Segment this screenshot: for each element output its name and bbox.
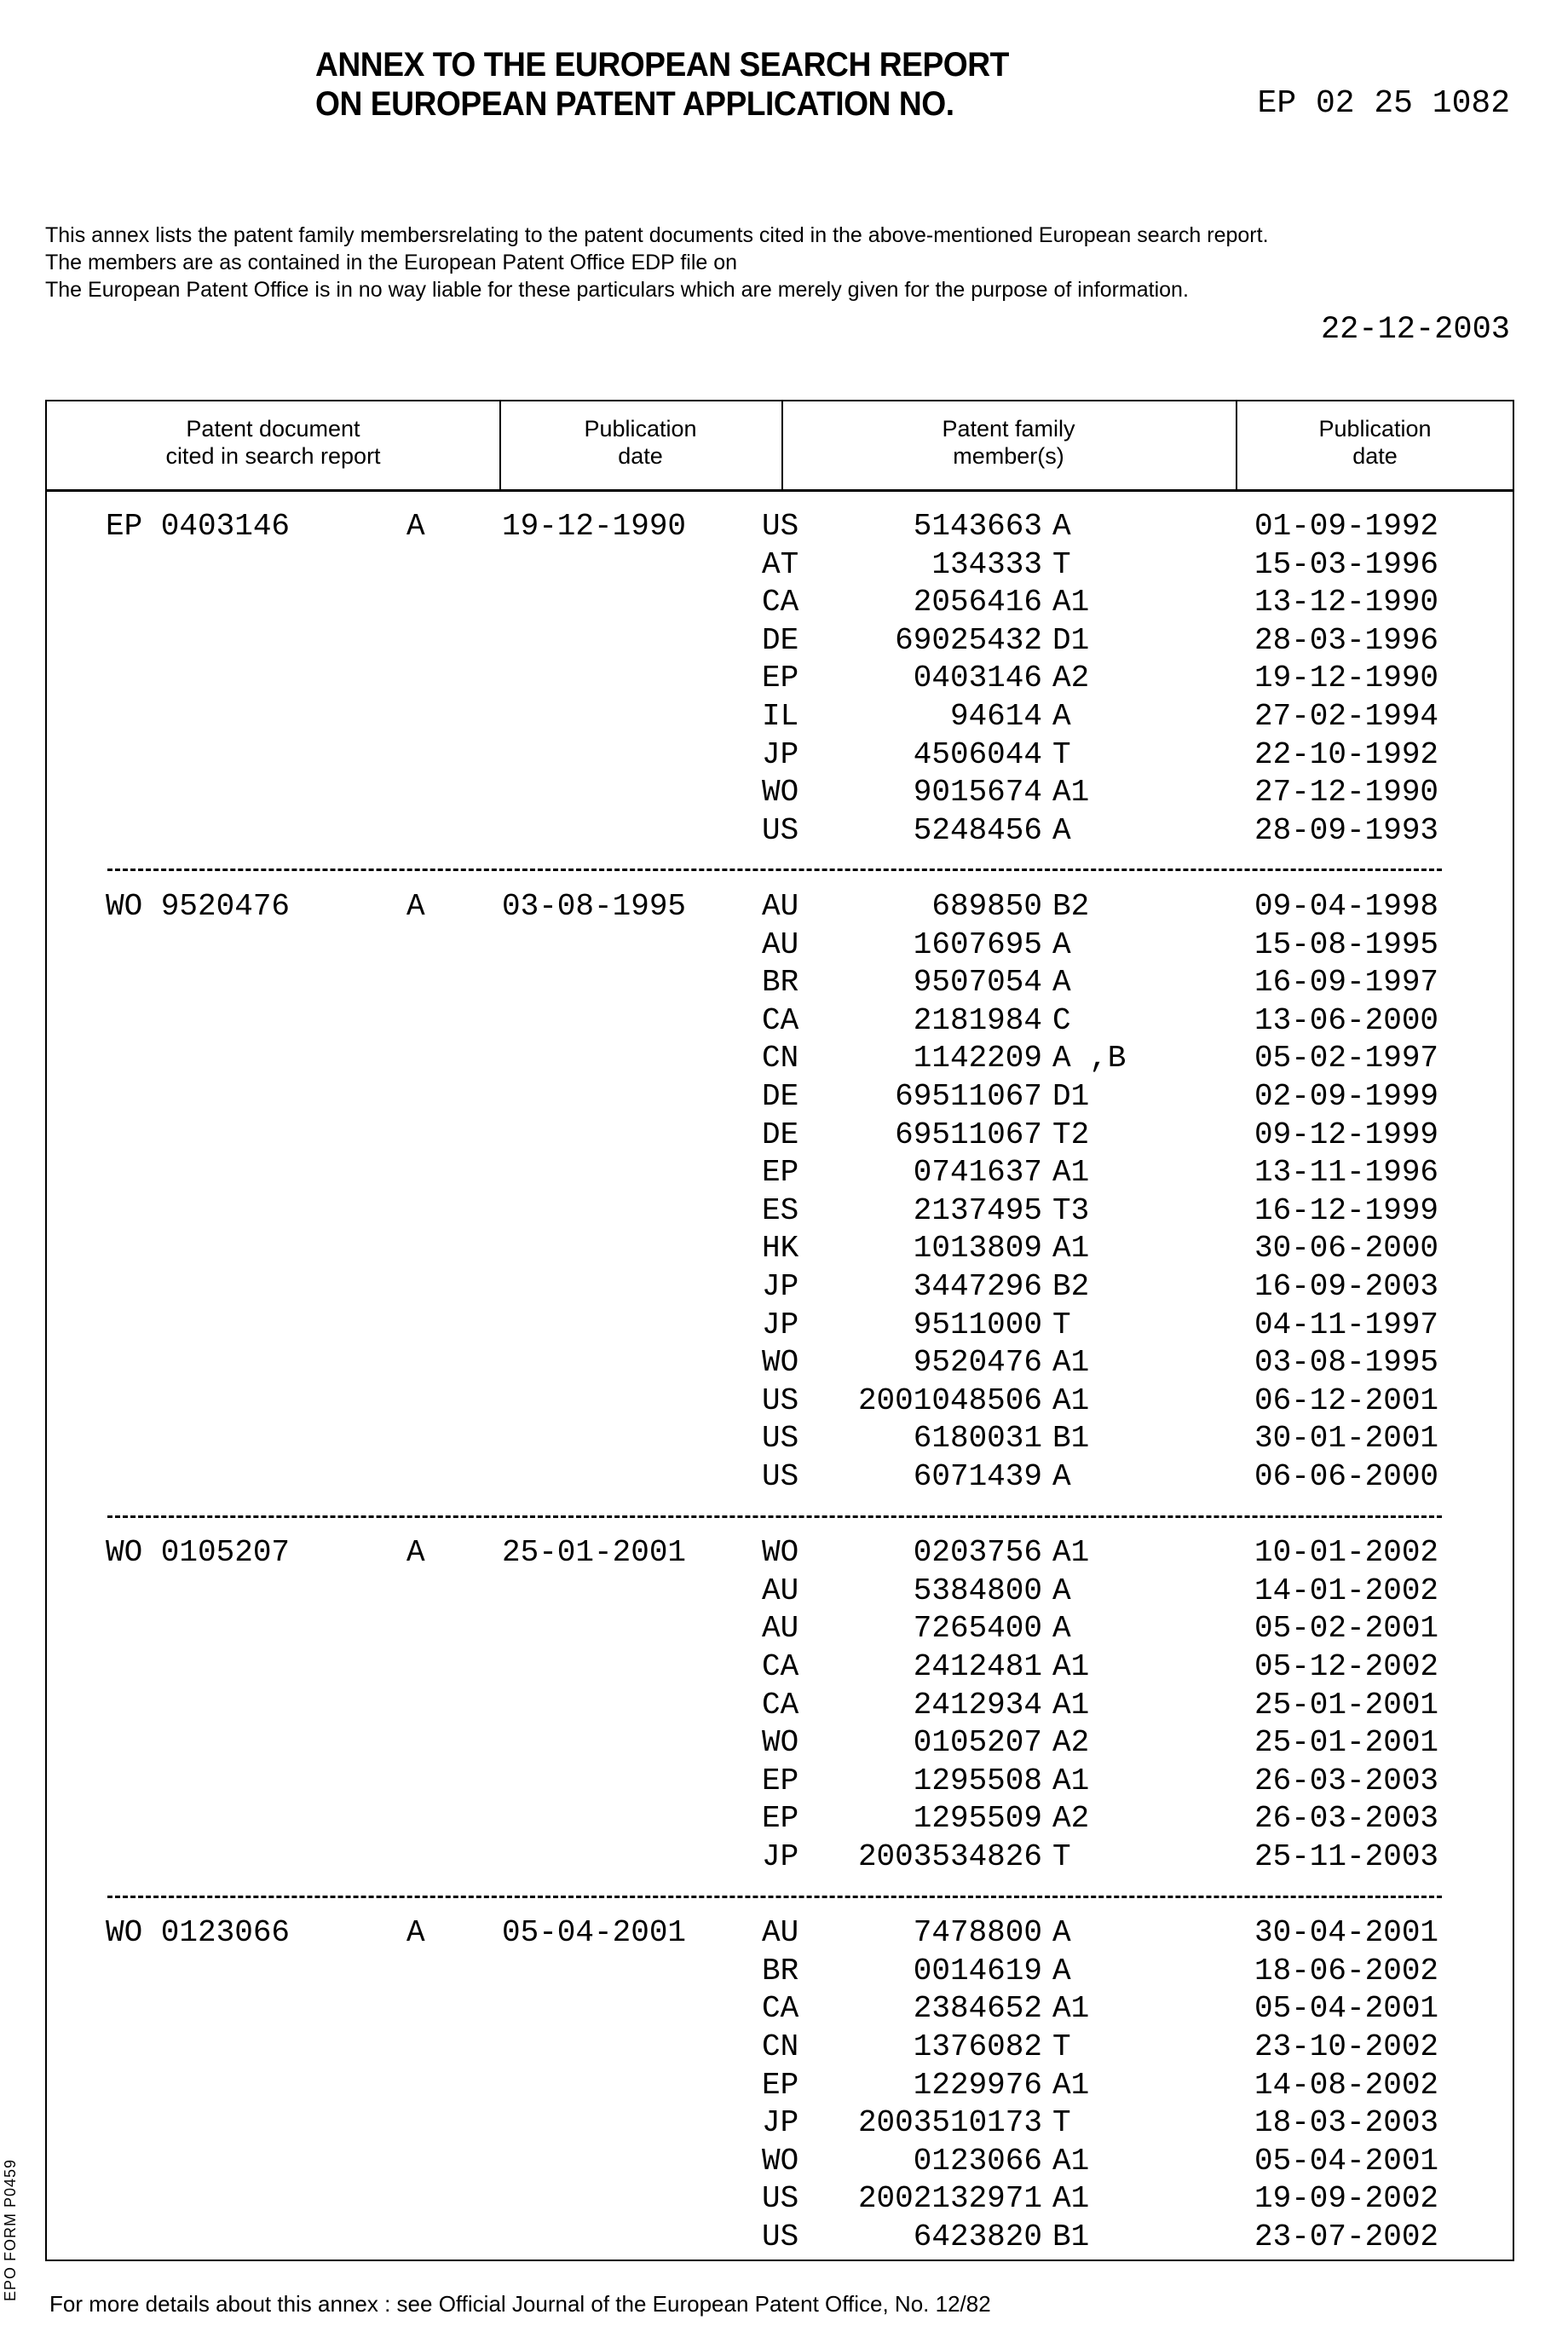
family-member-kind: A1 [1052, 1230, 1089, 1267]
family-country-code: JP [762, 1307, 798, 1344]
table-row [47, 736, 1513, 774]
family-publication-date: 30-04-2001 [1254, 1914, 1438, 1952]
table-row [47, 2219, 1513, 2256]
cited-document-number: WO 0105207 [106, 1534, 290, 1572]
table-row [47, 1117, 1513, 1154]
family-member-kind: T2 [1052, 1117, 1089, 1154]
family-publication-date: 18-06-2002 [1254, 1953, 1438, 1990]
family-member-kind: T3 [1052, 1192, 1089, 1230]
report-date: 22-12-2003 [1321, 312, 1510, 348]
family-member-number: 1229976 [914, 2067, 1042, 2104]
family-country-code: JP [762, 1838, 798, 1876]
family-member-kind: A [1052, 1458, 1071, 1496]
family-country-code: HK [762, 1230, 798, 1267]
family-publication-date: 22-10-1992 [1254, 736, 1438, 774]
table-row [47, 926, 1513, 964]
family-country-code: DE [762, 1078, 798, 1116]
family-country-code: US [762, 2219, 798, 2256]
family-publication-date: 04-11-1997 [1254, 1307, 1438, 1344]
table-row [47, 1648, 1513, 1686]
family-member-number: 1142209 [914, 1040, 1042, 1077]
family-publication-date: 05-04-2001 [1254, 2143, 1438, 2180]
family-country-code: CA [762, 1687, 798, 1724]
family-publication-date: 14-08-2002 [1254, 2067, 1438, 2104]
family-publication-date: 30-06-2000 [1254, 1230, 1438, 1267]
header-patent-document [47, 415, 499, 470]
family-member-number: 3447296 [914, 1268, 1042, 1306]
family-country-code: AT [762, 546, 798, 584]
family-member-kind: A1 [1052, 1344, 1089, 1382]
family-publication-date: 26-03-2003 [1254, 1763, 1438, 1800]
family-country-code: JP [762, 1268, 798, 1306]
family-member-number: 2002132971 [858, 2180, 1042, 2218]
table-row [47, 1914, 1513, 1952]
family-country-code: ES [762, 1192, 798, 1230]
family-member-number: 0123066 [914, 2143, 1042, 2180]
family-publication-date: 02-09-1999 [1254, 1078, 1438, 1116]
family-publication-date: 09-12-1999 [1254, 1117, 1438, 1154]
family-publication-date: 30-01-2001 [1254, 1420, 1438, 1457]
table-row [47, 508, 1513, 545]
header-text: Publication [1236, 415, 1514, 442]
family-member-kind: A1 [1052, 774, 1089, 811]
family-member-kind: B1 [1052, 2219, 1089, 2256]
family-member-kind: A1 [1052, 1687, 1089, 1724]
table-row [47, 1192, 1513, 1230]
family-member-number: 2412481 [914, 1648, 1042, 1686]
family-member-kind: A1 [1052, 2067, 1089, 2104]
table-row [47, 1838, 1513, 1876]
family-publication-date: 03-08-1995 [1254, 1344, 1438, 1382]
family-member-number: 2056416 [914, 584, 1042, 621]
header-text: cited in search report [47, 442, 499, 470]
family-publication-date: 13-12-1990 [1254, 584, 1438, 621]
family-country-code: CN [762, 1040, 798, 1077]
family-member-kind: A1 [1052, 1648, 1089, 1686]
family-member-kind: B2 [1052, 1268, 1089, 1306]
family-publication-date: 26-03-2003 [1254, 1800, 1438, 1838]
family-member-number: 1376082 [914, 2029, 1042, 2066]
cited-publication-date: 05-04-2001 [502, 1914, 686, 1952]
table-row [47, 1154, 1513, 1192]
group-separator [107, 1515, 1442, 1518]
family-country-code: US [762, 812, 798, 850]
family-member-kind: T [1052, 1307, 1071, 1344]
family-member-kind: A [1052, 1953, 1071, 1990]
family-publication-date: 19-12-1990 [1254, 660, 1438, 697]
table-row [47, 2104, 1513, 2142]
family-member-number: 9520476 [914, 1344, 1042, 1382]
family-country-code: US [762, 1420, 798, 1457]
family-member-number: 689850 [931, 888, 1042, 926]
cited-document-kind: A [406, 508, 425, 545]
family-member-number: 6423820 [914, 2219, 1042, 2256]
cited-publication-date: 03-08-1995 [502, 888, 686, 926]
family-member-number: 2412934 [914, 1687, 1042, 1724]
family-publication-date: 05-02-2001 [1254, 1610, 1438, 1648]
table-row [47, 1763, 1513, 1800]
family-country-code: AU [762, 1914, 798, 1952]
cited-document-number: WO 0123066 [106, 1914, 290, 1952]
table-row [47, 2180, 1513, 2218]
table-row [47, 1040, 1513, 1077]
family-country-code: AU [762, 1573, 798, 1610]
family-member-number: 6071439 [914, 1458, 1042, 1496]
family-country-code: DE [762, 622, 798, 660]
family-publication-date: 15-08-1995 [1254, 926, 1438, 964]
family-member-number: 5384800 [914, 1573, 1042, 1610]
family-member-kind: A ,B [1052, 1040, 1126, 1077]
report-title-line2: ON EUROPEAN PATENT APPLICATION NO. [315, 85, 954, 124]
family-publication-date: 27-02-1994 [1254, 698, 1438, 736]
table-row [47, 1268, 1513, 1306]
family-country-code: EP [762, 2067, 798, 2104]
family-member-number: 1295509 [914, 1800, 1042, 1838]
table-row [47, 774, 1513, 811]
family-country-code: IL [762, 698, 798, 736]
family-country-code: JP [762, 2104, 798, 2142]
family-country-code: US [762, 2180, 798, 2218]
table-row [47, 698, 1513, 736]
family-publication-date: 13-11-1996 [1254, 1154, 1438, 1192]
family-country-code: US [762, 1382, 798, 1420]
family-member-kind: T [1052, 736, 1071, 774]
table-row [47, 1724, 1513, 1762]
family-country-code: AU [762, 926, 798, 964]
family-member-kind: T [1052, 546, 1071, 584]
table-row [47, 1534, 1513, 1572]
family-publication-date: 25-01-2001 [1254, 1724, 1438, 1762]
family-country-code: CA [762, 1002, 798, 1040]
header-text: date [499, 442, 781, 470]
family-member-number: 94614 [950, 698, 1042, 736]
family-publication-date: 10-01-2002 [1254, 1534, 1438, 1572]
family-publication-date: 05-12-2002 [1254, 1648, 1438, 1686]
header-patent-family [781, 415, 1236, 470]
family-country-code: WO [762, 1344, 798, 1382]
family-member-number: 2137495 [914, 1192, 1042, 1230]
family-member-number: 2001048506 [858, 1382, 1042, 1420]
family-member-kind: A1 [1052, 1382, 1089, 1420]
family-member-number: 5143663 [914, 508, 1042, 545]
family-member-number: 69511067 [895, 1078, 1042, 1116]
table-row [47, 1307, 1513, 1344]
table-row [47, 2143, 1513, 2180]
family-publication-date: 16-12-1999 [1254, 1192, 1438, 1230]
cited-document-number: WO 9520476 [106, 888, 290, 926]
footer-note: For more details about this annex : see Official Journal of the European Patent Office, No. 12/82 [49, 2291, 991, 2317]
family-member-kind: A2 [1052, 1724, 1089, 1762]
family-country-code: WO [762, 1724, 798, 1762]
family-member-number: 2003534826 [858, 1838, 1042, 1876]
table-row [47, 622, 1513, 660]
family-member-kind: B1 [1052, 1420, 1089, 1457]
family-member-number: 0741637 [914, 1154, 1042, 1192]
family-country-code: US [762, 1458, 798, 1496]
family-member-kind: A1 [1052, 2180, 1089, 2218]
family-publication-date: 01-09-1992 [1254, 508, 1438, 545]
family-member-kind: A [1052, 1914, 1071, 1952]
cited-publication-date: 25-01-2001 [502, 1534, 686, 1572]
header-text: Publication [499, 415, 781, 442]
table-row [47, 2029, 1513, 2066]
table-row [47, 1990, 1513, 2028]
report-title-line1: ANNEX TO THE EUROPEAN SEARCH REPORT [315, 46, 1009, 84]
family-member-kind: A1 [1052, 2143, 1089, 2180]
family-member-number: 7478800 [914, 1914, 1042, 1952]
cited-document-kind: A [406, 1914, 425, 1952]
family-member-kind: A [1052, 964, 1071, 1001]
family-member-number: 9511000 [914, 1307, 1042, 1344]
family-member-kind: T [1052, 2029, 1071, 2066]
family-publication-date: 16-09-1997 [1254, 964, 1438, 1001]
cited-document-kind: A [406, 1534, 425, 1572]
table-row [47, 1800, 1513, 1838]
family-country-code: EP [762, 660, 798, 697]
family-member-kind: A1 [1052, 1154, 1089, 1192]
family-country-code: JP [762, 736, 798, 774]
family-member-number: 0014619 [914, 1953, 1042, 1990]
family-member-number: 2384652 [914, 1990, 1042, 2028]
family-publication-date: 06-12-2001 [1254, 1382, 1438, 1420]
family-publication-date: 15-03-1996 [1254, 546, 1438, 584]
family-member-kind: A [1052, 812, 1071, 850]
family-country-code: AU [762, 1610, 798, 1648]
table-row [47, 1687, 1513, 1724]
family-member-kind: B2 [1052, 888, 1089, 926]
family-publication-date: 13-06-2000 [1254, 1002, 1438, 1040]
family-country-code: US [762, 508, 798, 545]
family-publication-date: 19-09-2002 [1254, 2180, 1438, 2218]
header-text: Patent document [47, 415, 499, 442]
family-member-number: 1295508 [914, 1763, 1042, 1800]
form-identifier: EPO FORM P0459 [2, 2159, 20, 2301]
table-row [47, 2067, 1513, 2104]
family-member-number: 6180031 [914, 1420, 1042, 1457]
family-country-code: WO [762, 774, 798, 811]
family-member-number: 0403146 [914, 660, 1042, 697]
table-row [47, 1078, 1513, 1116]
table-row [47, 660, 1513, 697]
table-row [47, 1230, 1513, 1267]
family-country-code: AU [762, 888, 798, 926]
family-member-number: 5248456 [914, 812, 1042, 850]
family-publication-date: 25-11-2003 [1254, 1838, 1438, 1876]
family-publication-date: 14-01-2002 [1254, 1573, 1438, 1610]
family-publication-date: 16-09-2003 [1254, 1268, 1438, 1306]
family-member-number: 9507054 [914, 964, 1042, 1001]
family-member-number: 7265400 [914, 1610, 1042, 1648]
family-member-number: 69025432 [895, 622, 1042, 660]
family-country-code: CA [762, 1648, 798, 1686]
application-number: EP 02 25 1082 [1258, 85, 1510, 122]
family-country-code: CA [762, 1990, 798, 2028]
cited-publication-date: 19-12-1990 [502, 508, 686, 545]
cited-document-kind: A [406, 888, 425, 926]
family-publication-date: 23-10-2002 [1254, 2029, 1438, 2066]
family-publication-date: 28-03-1996 [1254, 622, 1438, 660]
family-publication-date: 23-07-2002 [1254, 2219, 1438, 2256]
table-row [47, 546, 1513, 584]
family-member-number: 4506044 [914, 736, 1042, 774]
intro-line2: The members are as contained in the European Patent Office EDP file on [45, 251, 737, 275]
table-row [47, 888, 1513, 926]
family-publication-date: 28-09-1993 [1254, 812, 1438, 850]
header-text: member(s) [781, 442, 1236, 470]
family-country-code: DE [762, 1117, 798, 1154]
table-row [47, 964, 1513, 1001]
family-member-number: 9015674 [914, 774, 1042, 811]
header-publication-date [499, 415, 781, 470]
intro-line3: The European Patent Office is in no way liable for these particulars which are merely given for the purpose of information. [45, 278, 1189, 303]
family-member-kind: T [1052, 2104, 1071, 2142]
intro-line1: This annex lists the patent family membersrelating to the patent documents cited in the above-mentioned European search report. [45, 223, 1269, 248]
table-row [47, 1344, 1513, 1382]
table-row [47, 812, 1513, 850]
family-publication-date: 05-02-1997 [1254, 1040, 1438, 1077]
family-country-code: CN [762, 2029, 798, 2066]
family-member-number: 134333 [931, 546, 1042, 584]
table-row [47, 1420, 1513, 1457]
family-member-kind: A2 [1052, 1800, 1089, 1838]
family-member-kind: A [1052, 1610, 1071, 1648]
cited-document-number: EP 0403146 [106, 508, 290, 545]
family-country-code: EP [762, 1763, 798, 1800]
family-member-kind: C [1052, 1002, 1071, 1040]
family-member-kind: A1 [1052, 584, 1089, 621]
group-separator [107, 869, 1442, 871]
family-member-kind: A [1052, 508, 1071, 545]
family-country-code: WO [762, 1534, 798, 1572]
family-member-number: 1013809 [914, 1230, 1042, 1267]
family-member-kind: A1 [1052, 1990, 1089, 2028]
family-member-kind: A [1052, 1573, 1071, 1610]
table-row [47, 1610, 1513, 1648]
family-member-kind: A1 [1052, 1534, 1089, 1572]
table-header [47, 401, 1513, 492]
table-row [47, 1573, 1513, 1610]
family-member-kind: T [1052, 1838, 1071, 1876]
family-member-number: 2003510173 [858, 2104, 1042, 2142]
family-member-number: 69511067 [895, 1117, 1042, 1154]
family-publication-date: 09-04-1998 [1254, 888, 1438, 926]
family-publication-date: 18-03-2003 [1254, 2104, 1438, 2142]
family-country-code: WO [762, 2143, 798, 2180]
group-separator [107, 1896, 1442, 1898]
family-country-code: BR [762, 964, 798, 1001]
family-country-code: EP [762, 1154, 798, 1192]
family-member-kind: A1 [1052, 1763, 1089, 1800]
table-row [47, 1002, 1513, 1040]
family-publication-date: 06-06-2000 [1254, 1458, 1438, 1496]
table-row [47, 1953, 1513, 1990]
family-member-kind: A2 [1052, 660, 1089, 697]
family-member-kind: A [1052, 926, 1071, 964]
table-row [47, 1382, 1513, 1420]
family-member-number: 2181984 [914, 1002, 1042, 1040]
family-country-code: EP [762, 1800, 798, 1838]
header-text: date [1236, 442, 1514, 470]
family-member-kind: A [1052, 698, 1071, 736]
family-member-number: 0105207 [914, 1724, 1042, 1762]
family-publication-date: 27-12-1990 [1254, 774, 1438, 811]
family-publication-date: 25-01-2001 [1254, 1687, 1438, 1724]
family-country-code: CA [762, 584, 798, 621]
table-row [47, 584, 1513, 621]
family-member-kind: D1 [1052, 622, 1089, 660]
family-member-kind: D1 [1052, 1078, 1089, 1116]
family-publication-date: 05-04-2001 [1254, 1990, 1438, 2028]
header-family-publication-date [1236, 415, 1514, 470]
family-member-number: 0203756 [914, 1534, 1042, 1572]
family-country-code: BR [762, 1953, 798, 1990]
header-text: Patent family [781, 415, 1236, 442]
table-row [47, 1458, 1513, 1496]
patent-family-table [45, 400, 1514, 2261]
family-member-number: 1607695 [914, 926, 1042, 964]
